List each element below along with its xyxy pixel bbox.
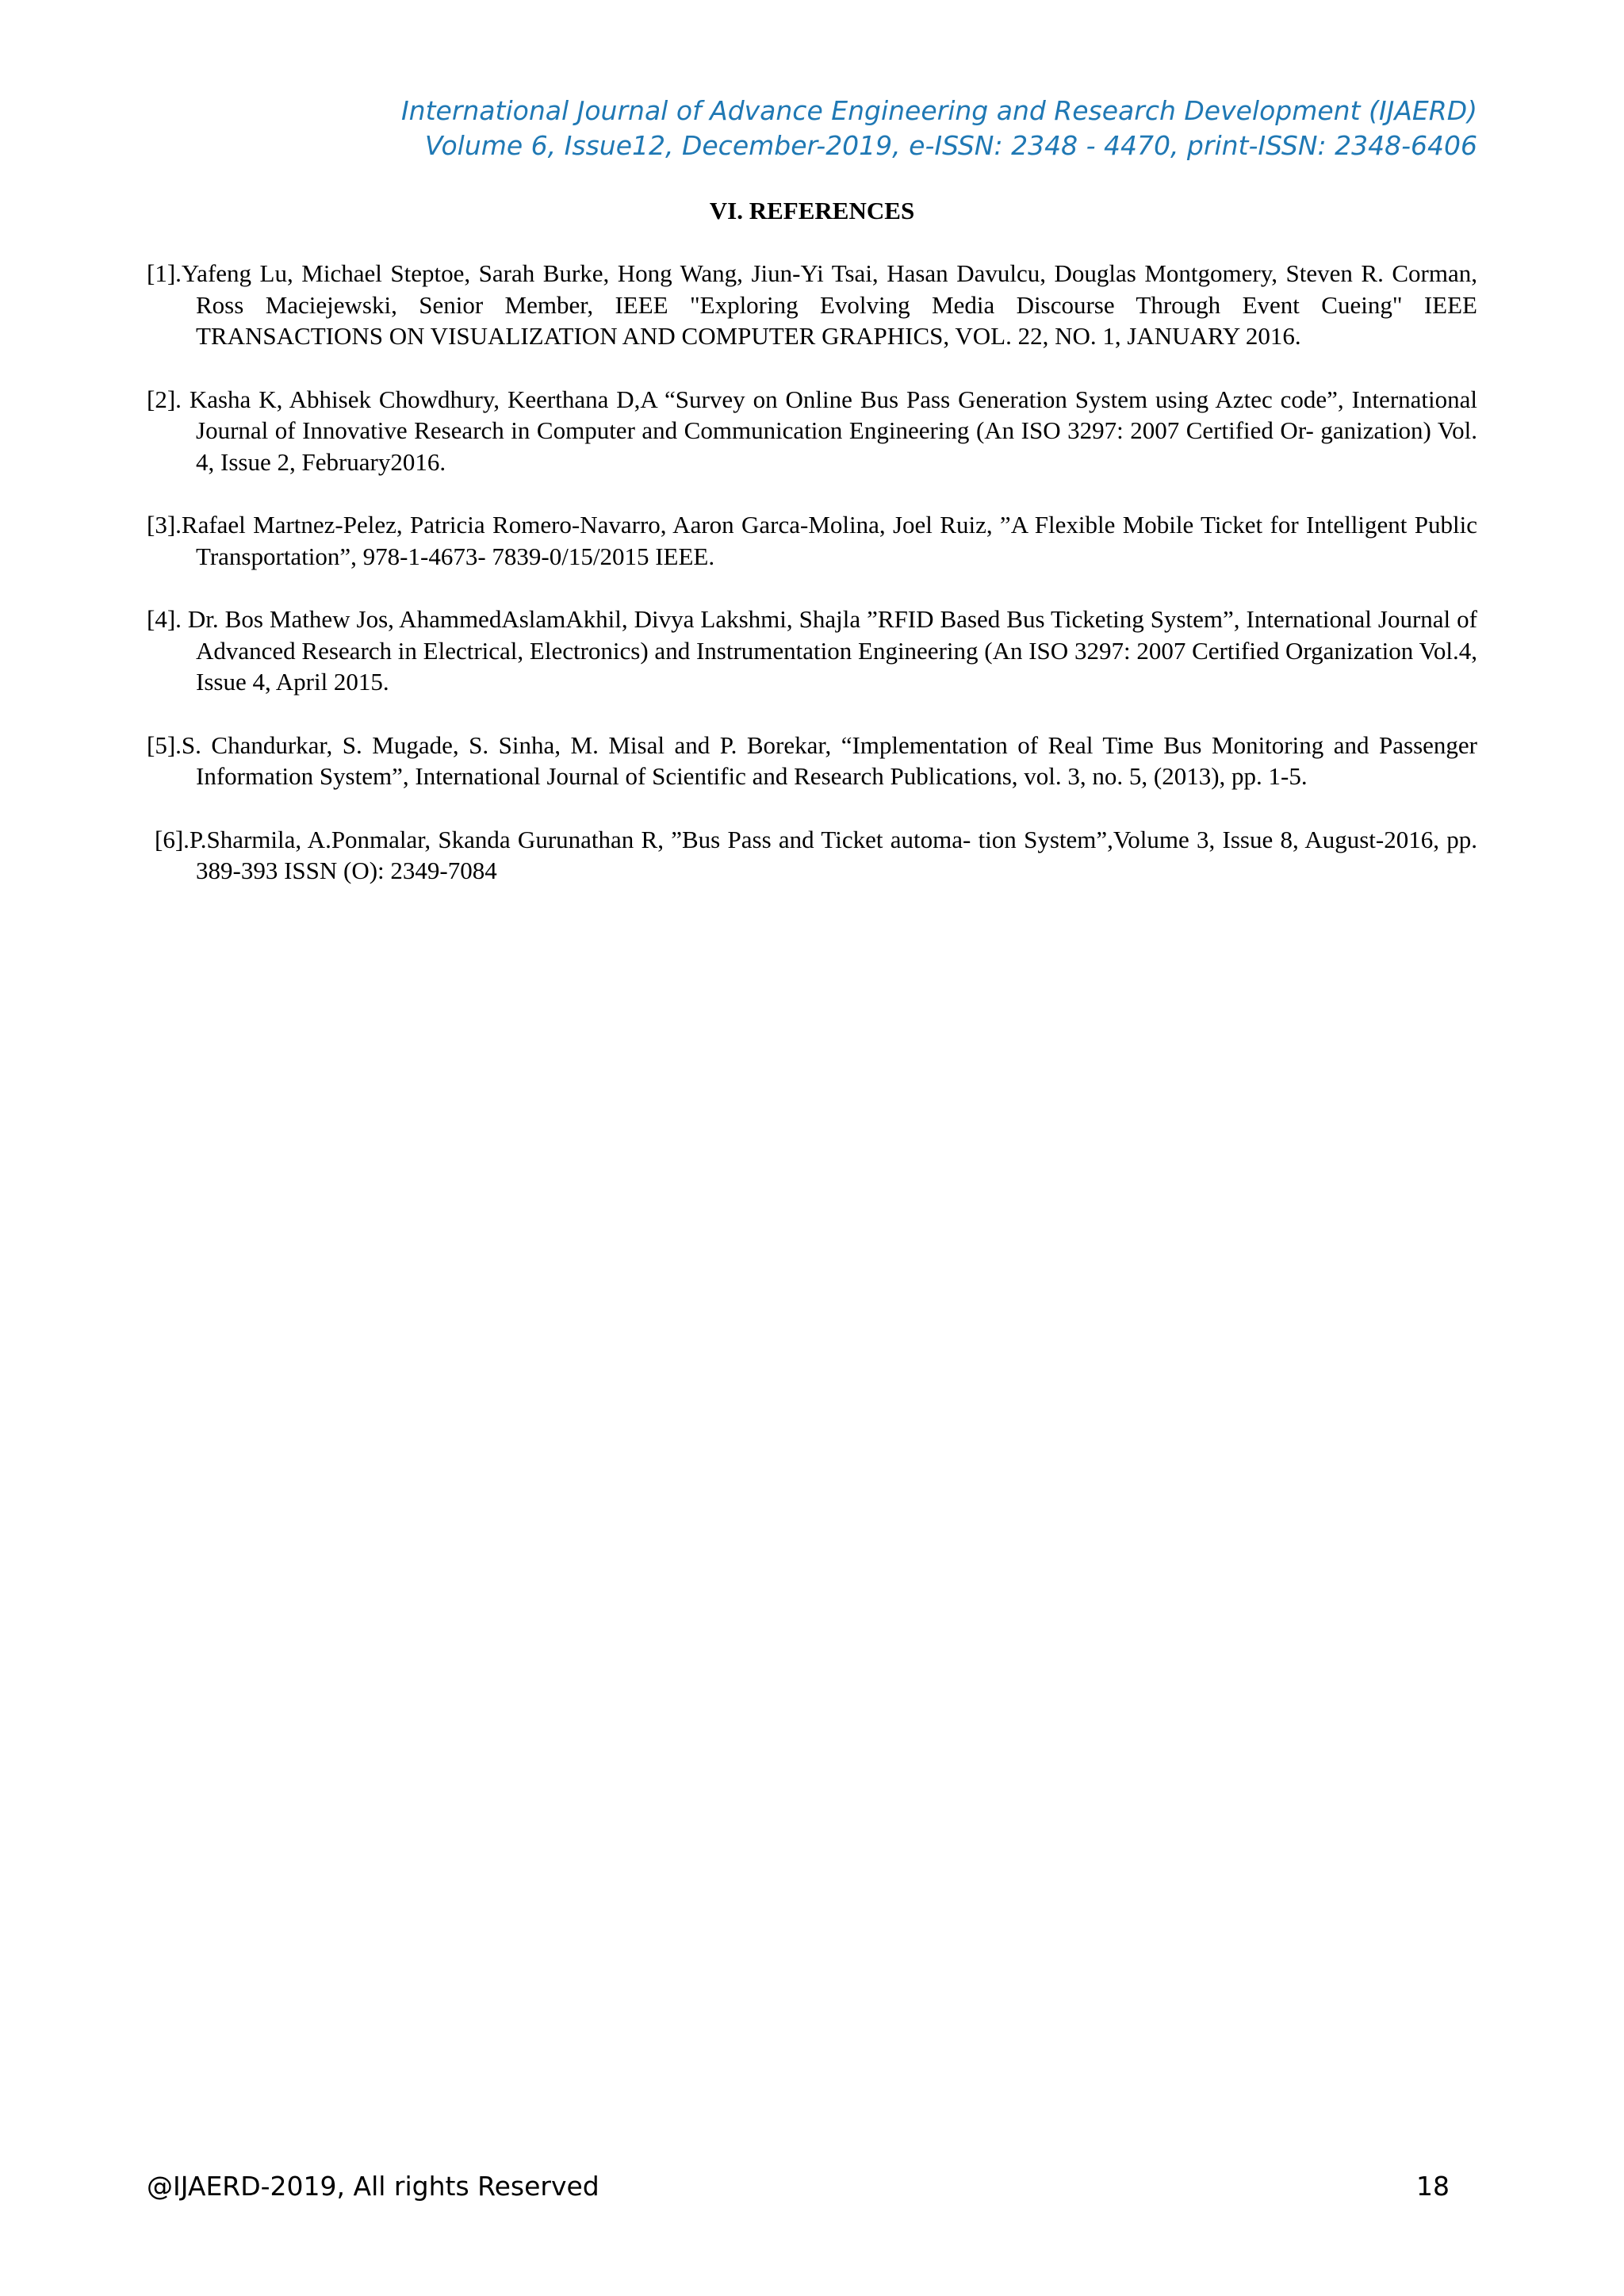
reference-list bbox=[147, 258, 1477, 918]
reference-item: [6].P.Sharmila, A.Ponmalar, Skanda Gurunathan R, ”Bus Pass and Ticket automa- tion System”,Volume 3, Issue 8, August-2016, pp. 389-393 ISSN (O): 2349-7084 bbox=[155, 825, 1477, 884]
journal-header-title: International Journal of Advance Engineering and Research Development (IJAERD) bbox=[400, 95, 1477, 126]
section-heading bbox=[0, 195, 1624, 227]
journal-header-issue: Volume 6, Issue12, December-2019, e-ISSN: 2348 - 4470, print-ISSN: 2348-6406 bbox=[424, 130, 1477, 161]
reference-item: [5].S. Chandurkar, S. Mugade, S. Sinha, M. Misal and P. Borekar, “Implementation of Real Time Bus Monitoring and Passenger Information System”, International Journal of Scientific and Research Publications, vol. 3, no. 5, (2013), pp. 1-5. bbox=[147, 730, 1477, 790]
reference-item: [3].Rafael Martnez-Pelez, Patricia Romero-Navarro, Aaron Garca-Molina, Joel Ruiz, ”A Flexible Mobile Ticket for Intelligent Public Transportation”, 978-1-4673- 7839-0/15/2015 IEEE. bbox=[147, 511, 1477, 570]
section-heading-text: VI. REFERENCES bbox=[709, 197, 915, 224]
reference-item: [1].Yafeng Lu, Michael Steptoe, Sarah Burke, Hong Wang, Jiun-Yi Tsai, Hasan Davulcu, Douglas Montgomery, Steven R. Corman, Ross Maciejewski, Senior Member, IEEE "Exploring Evolving Media Discourse Through Event Cueing" IEEE TRANSACTIONS ON VISUALIZATION AND COMPUTER GRAPHICS, VOL. 22, NO. 1, JANUARY 2016. bbox=[147, 259, 1477, 350]
reference-item: [4]. Dr. Bos Mathew Jos, AhammedAslamAkhil, Divya Lakshmi, Shajla ”RFID Based Bus Ticketing System”, International Journal of Advanced Research in Electrical, Electronics) and Instrumentation Engineering (An ISO 3297: 2007 Certified Organization Vol.4, Issue 4, April 2015. bbox=[147, 605, 1477, 696]
footer-page-number: 18 bbox=[1416, 2171, 1450, 2202]
journal-header bbox=[401, 94, 1477, 163]
footer-copyright: @IJAERD-2019, All rights Reserved bbox=[147, 2171, 599, 2202]
reference-item: [2]. Kasha K, Abhisek Chowdhury, Keerthana D,A “Survey on Online Bus Pass Generation System using Aztec code”, International Journal of Innovative Research in Computer and Communication Engineering (An ISO 3297: 2007 Certified Or- ganization) Vol. 4, Issue 2, February2016. bbox=[147, 385, 1477, 476]
